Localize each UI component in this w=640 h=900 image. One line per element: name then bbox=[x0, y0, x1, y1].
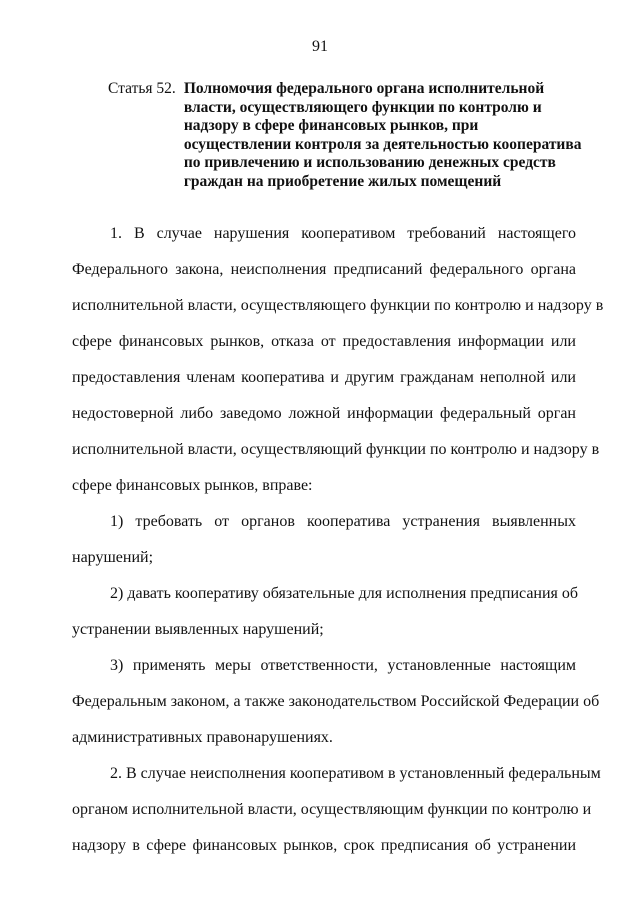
list-item-line: 3) применять меры ответственности, установленные настоящим bbox=[110, 657, 576, 674]
list-item-line: 1) требовать от органов кооператива устранения выявленных bbox=[110, 513, 576, 530]
list-item-line: административных правонарушениях. bbox=[72, 729, 333, 746]
paragraph-line: сфере финансовых рынков, отказа от предоставления информации или bbox=[72, 333, 576, 350]
paragraph-line: исполнительной власти, осуществляющий функции по контролю и надзору в bbox=[72, 441, 600, 458]
list-item-line: Федеральным законом, а также законодательством Российской Федерации об bbox=[72, 693, 600, 710]
list-item-line: нарушений; bbox=[72, 549, 154, 566]
list-item-line: 2) давать кооперативу обязательные для исполнения предписания об bbox=[110, 585, 579, 602]
paragraph-line: органом исполнительной власти, осуществляющим функции по контролю и bbox=[72, 801, 592, 818]
paragraph-line: исполнительной власти, осуществляющего функции по контролю и надзору в bbox=[72, 297, 604, 314]
page-number: 91 bbox=[312, 38, 328, 55]
paragraph-line: сфере финансовых рынков, вправе: bbox=[72, 477, 313, 494]
paragraph-line: предоставления членам кооператива и другим гражданам неполной или bbox=[72, 369, 576, 386]
paragraph-line: Федерального закона, неисполнения предписаний федерального органа bbox=[72, 261, 576, 278]
article-title: Полномочия федерального органа исполнительной власти, осуществляющего функции по контролю и надзору в сфере финансовых рынков, при осуществлении контроля за деятельностью кооператива по привлечению и использованию денежных средств граждан на приобретение жилых помещений bbox=[183, 80, 582, 190]
article-label: Статья 52. bbox=[108, 80, 176, 97]
paragraph-line: надзору в сфере финансовых рынков, срок предписания об устранении bbox=[72, 837, 576, 854]
paragraph-line: 1. В случае нарушения кооперативом требований настоящего bbox=[110, 225, 576, 242]
article-heading bbox=[108, 80, 588, 192]
list-item-line: устранении выявленных нарушений; bbox=[72, 621, 324, 638]
paragraph-line: 2. В случае неисполнения кооперативом в установленный федеральным bbox=[110, 765, 601, 782]
paragraph-line: недостоверной либо заведомо ложной информации федеральный орган bbox=[72, 405, 576, 422]
